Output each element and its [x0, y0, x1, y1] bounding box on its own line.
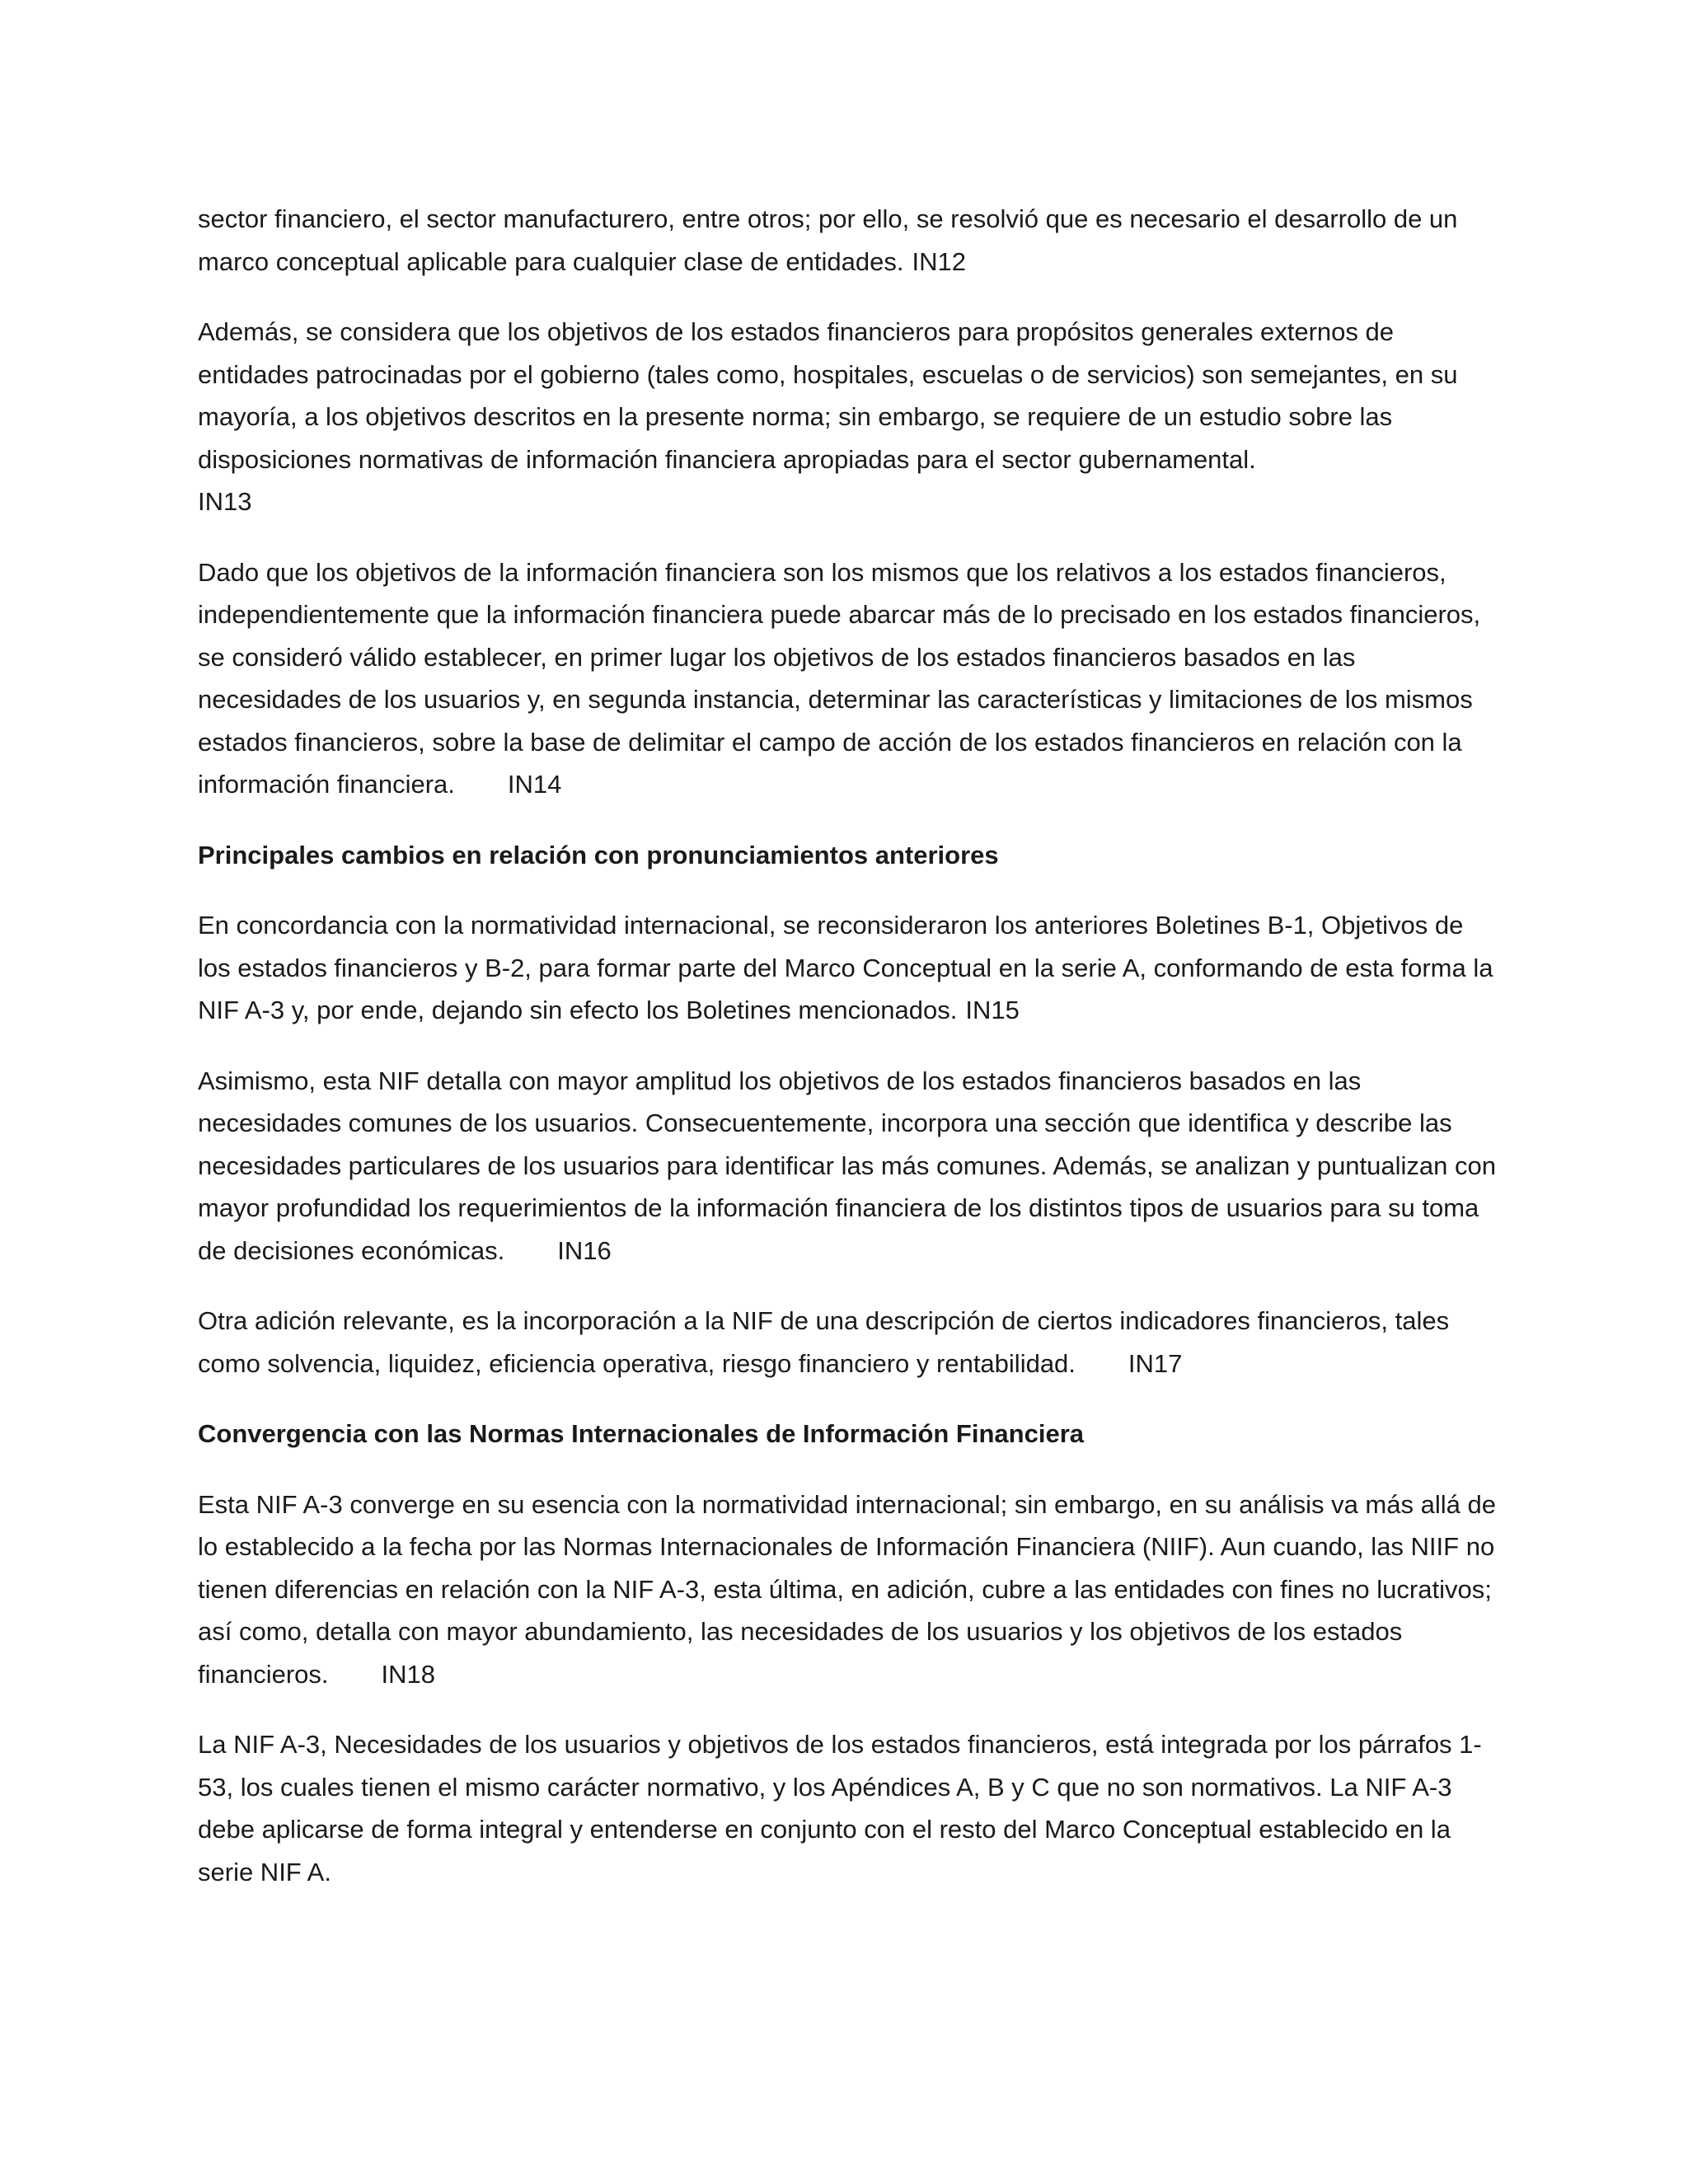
paragraph-in13: [198, 311, 1500, 523]
section-heading-cambios: Principales cambios en relación con pronunciamientos anteriores: [198, 840, 999, 869]
paragraph-text: sector financiero, el sector manufacturero, entre otros; por ello, se resolvió que es necesario el desarrollo de un marco conceptual aplicable para cualquier clase de entidades.: [198, 204, 1458, 276]
section-heading-convergencia: Convergencia con las Normas Internacionales de Información Financiera: [198, 1419, 1084, 1448]
paragraph-ref: IN18: [381, 1659, 436, 1689]
paragraph-in12: [198, 198, 1500, 283]
paragraph-ref: IN16: [557, 1235, 612, 1265]
paragraph-text: Asimismo, esta NIF detalla con mayor amplitud los objetivos de los estados financieros basados en las necesidades comunes de los usuarios. Consecuentemente, incorpora una sección que identifica y describe las necesidades particulares de los usuarios para identificar las más comunes. Además, se analizan y puntualizan con mayor profundidad los requerimientos de la información financiera de los distintos tipos de usuarios para su toma de decisiones económicas.: [198, 1066, 1496, 1265]
paragraph-in18: [198, 1483, 1500, 1696]
paragraph-in15: [198, 904, 1500, 1032]
paragraph-text: Dado que los objetivos de la información financiera son los mismos que los relativos a los estados financieros, independientemente que la información financiera puede abarcar más de lo precisado en los estados financieros, se consideró válido establecer, en primer lugar los objetivos de los estados financieros basados en las necesidades de los usuarios y, en segunda instancia, determinar las características y limitaciones de los mismos estados financieros, sobre la base de delimitar el campo de acción de los estados financieros en relación con la información financiera.: [198, 557, 1481, 799]
paragraph-text: Además, se considera que los objetivos de los estados financieros para propósitos generales externos de entidades patrocinadas por el gobierno (tales como, hospitales, escuelas o de servicios) son semejantes, en su mayoría, a los objetivos descritos en la presente norma; sin embargo, se requiere de un estudio sobre las disposiciones normativas de información financiera apropiadas para el sector gubernamental.: [198, 317, 1458, 474]
paragraph-final: [198, 1723, 1500, 1893]
paragraph-in14: [198, 551, 1500, 806]
paragraph-text: En concordancia con la normatividad internacional, se reconsideraron los anteriores Boletines B-1, Objetivos de los estados financieros y B-2, para formar parte del Marco Conceptual en la serie A, conformando de esta forma la NIF A-3 y, por ende, dejando sin efecto los Boletines mencionados.: [198, 911, 1493, 1024]
document-body: [198, 198, 1500, 1921]
paragraph-text: La NIF A-3, Necesidades de los usuarios y objetivos de los estados financieros, está integrada por los párrafos 1-53, los cuales tienen el mismo carácter normativo, y los Apéndices A, B y C que no son normativos. La NIF A-3 debe aplicarse de forma integral y entenderse en conjunto con el resto del Marco Conceptual establecido en la serie NIF A.: [198, 1730, 1482, 1886]
paragraph-ref: IN15: [965, 996, 1020, 1024]
paragraph-text: Otra adición relevante, es la incorporación a la NIF de una descripción de ciertos indicadores financieros, tales como solvencia, liquidez, eficiencia operativa, riesgo financiero y rentabilidad.: [198, 1306, 1450, 1378]
paragraph-ref: IN17: [1128, 1348, 1183, 1378]
paragraph-ref: IN14: [507, 770, 562, 799]
paragraph-text: Esta NIF A-3 converge en su esencia con la normatividad internacional; sin embargo, en su análisis va más allá de lo establecido a la fecha por las Normas Internacionales de Información Financiera (NIIF). Aun cuando, las NIIF no tienen diferencias en relación con la NIF A-3, esta última, en adición, cubre a las entidades con fines no lucrativos; así como, detalla con mayor abundamiento, las necesidades de los usuarios y los objetivos de los estados financieros.: [198, 1489, 1496, 1689]
paragraph-in16: [198, 1060, 1500, 1272]
paragraph-ref: IN13: [198, 487, 252, 516]
paragraph-in17: [198, 1300, 1500, 1385]
paragraph-ref: IN12: [912, 246, 966, 276]
